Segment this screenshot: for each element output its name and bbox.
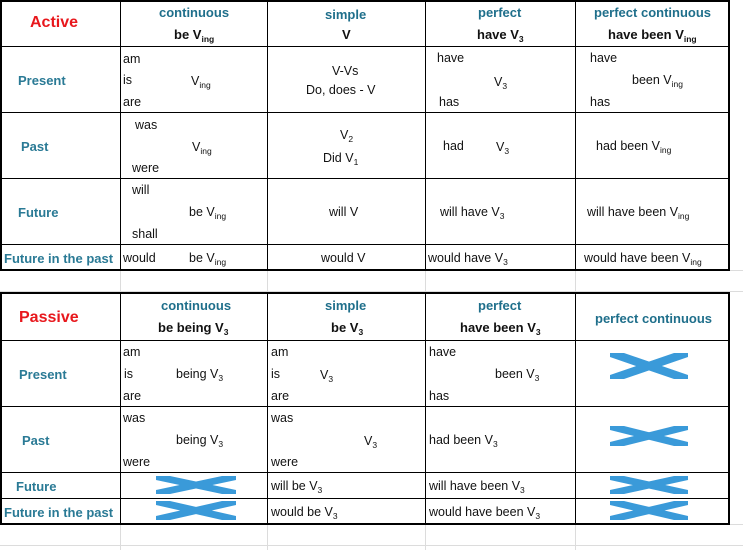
- active-present-pc-been: been $V_{ing}$: [632, 73, 683, 89]
- passive-formula-continuous: be being $V_3$: [158, 320, 229, 337]
- sheet-grid-row: [0, 545, 743, 546]
- passive-title: Passive: [19, 309, 79, 326]
- passive-present-perfect-been: been $V_3$: [495, 367, 540, 383]
- sheet-grid-col: [267, 524, 268, 550]
- passive-row-present: Present: [19, 367, 67, 382]
- passive-past-simple-v: $V_3$: [364, 434, 378, 450]
- aux-is: is: [123, 73, 133, 87]
- active-title: Active: [30, 14, 79, 31]
- passive-formula-perfect: have been $V_3$: [460, 320, 541, 337]
- aux-were: were: [123, 455, 151, 469]
- passive-fip-perfect: would have been $V_3$: [429, 505, 541, 521]
- active-future-perfect: will have $V_3$: [440, 205, 505, 221]
- active-fip-simple: would V: [321, 251, 366, 265]
- active-formula-perfect-continuous: have been $V_{ing}$: [608, 27, 697, 44]
- passive-present-perfect-have: have: [429, 345, 457, 359]
- sheet-grid-col: [120, 524, 121, 550]
- aux-were: were: [132, 161, 160, 175]
- aux-am: am: [123, 52, 141, 66]
- active-header-perfect-continuous: perfect continuous: [594, 5, 712, 20]
- active-present-simple-1: V-Vs: [332, 64, 359, 78]
- sheet-grid-col: [425, 270, 426, 292]
- aux-are: are: [123, 389, 142, 403]
- active-present-pc-has: has: [590, 95, 611, 109]
- blue-cross-icon: [608, 474, 690, 496]
- aux-am: am: [123, 345, 141, 359]
- aux-was: was: [271, 411, 294, 425]
- active-past-simple-did: Did $V_1$: [323, 151, 359, 167]
- sheet-grid-col: [575, 270, 576, 292]
- passive-fip-simple: would be $V_3$: [271, 505, 338, 521]
- active-row-future-in-past: Future in the past: [4, 251, 114, 266]
- active-present-perfect-have: have: [437, 51, 465, 65]
- aux-am: am: [271, 345, 289, 359]
- passive-present-continuous: being $V_3$: [176, 367, 224, 383]
- passive-present-perfect-has: has: [429, 389, 450, 403]
- passive-header-continuous: continuous: [161, 298, 232, 313]
- active-past-simple-v: $V_2$: [340, 128, 354, 144]
- active-present-simple-2: Do, does - V: [306, 83, 376, 97]
- active-present-perfect-has: has: [439, 95, 460, 109]
- passive-row-future-in-past: Future in the past: [4, 505, 114, 520]
- aux-would: would: [123, 251, 156, 265]
- aux-were: were: [271, 455, 299, 469]
- passive-header-perfect: perfect: [478, 298, 522, 313]
- active-fip-pc: would have been $V_{ing}$: [584, 251, 702, 267]
- active-future-pc: will have been $V_{ing}$: [587, 205, 690, 221]
- passive-header-perfect-continuous: perfect continuous: [595, 311, 713, 326]
- aux-was: was: [123, 411, 146, 425]
- active-row-future: Future: [18, 205, 59, 220]
- active-future-continuous: be $V_{ing}$: [189, 205, 227, 221]
- active-formula-simple: V: [342, 27, 351, 42]
- passive-future-simple: will be $V_3$: [271, 479, 323, 495]
- active-past-pc: had been $V_{ing}$: [596, 139, 672, 155]
- aux-shall: shall: [132, 227, 158, 241]
- passive-formula-simple: be $V_3$: [331, 320, 364, 337]
- active-future-simple: will V: [329, 205, 359, 219]
- passive-header-simple: simple: [325, 298, 367, 313]
- active-header-simple: simple: [325, 7, 367, 22]
- passive-row-past: Past: [22, 433, 50, 448]
- blue-cross-icon: [608, 499, 690, 522]
- active-header-perfect: perfect: [478, 5, 522, 20]
- active-past-perfect-had: had: [443, 139, 464, 153]
- aux-are: are: [271, 389, 290, 403]
- aux-is: is: [271, 367, 281, 381]
- active-fip-perfect: would have $V_3$: [428, 251, 508, 267]
- sheet-grid-col: [267, 270, 268, 292]
- passive-row-future: Future: [16, 479, 57, 494]
- sheet-grid-col: [575, 524, 576, 550]
- active-present-pc-have: have: [590, 51, 618, 65]
- passive-past-continuous: being $V_3$: [176, 433, 224, 449]
- blue-cross-icon: [608, 424, 690, 448]
- aux-was: was: [135, 118, 158, 132]
- active-present-continuous: $V_{ing}$: [191, 74, 211, 90]
- blue-cross-icon: [608, 351, 690, 381]
- active-row-present: Present: [18, 73, 66, 88]
- aux-are: are: [123, 95, 142, 109]
- passive-past-perfect: had been $V_3$: [429, 433, 498, 449]
- blue-cross-icon: [154, 499, 238, 522]
- sheet-grid-col: [120, 270, 121, 292]
- aux-will: will: [132, 183, 150, 197]
- active-row-past: Past: [21, 139, 49, 154]
- active-header-continuous: continuous: [159, 5, 230, 20]
- active-formula-perfect: have $V_3$: [477, 27, 524, 44]
- sheet-grid-col: [425, 524, 426, 550]
- blue-cross-icon: [154, 474, 238, 496]
- passive-future-perfect: will have been $V_3$: [429, 479, 525, 495]
- active-present-perfect-v: $V_3$: [494, 75, 508, 91]
- active-past-continuous: $V_{ing}$: [192, 140, 212, 156]
- passive-present-simple-v: $V_3$: [320, 368, 334, 384]
- aux-is: is: [124, 367, 134, 381]
- active-fip-continuous: be $V_{ing}$: [189, 251, 227, 267]
- active-past-perfect-v: $V_3$: [496, 140, 510, 156]
- active-formula-continuous: be $V_{ing}$: [174, 27, 215, 44]
